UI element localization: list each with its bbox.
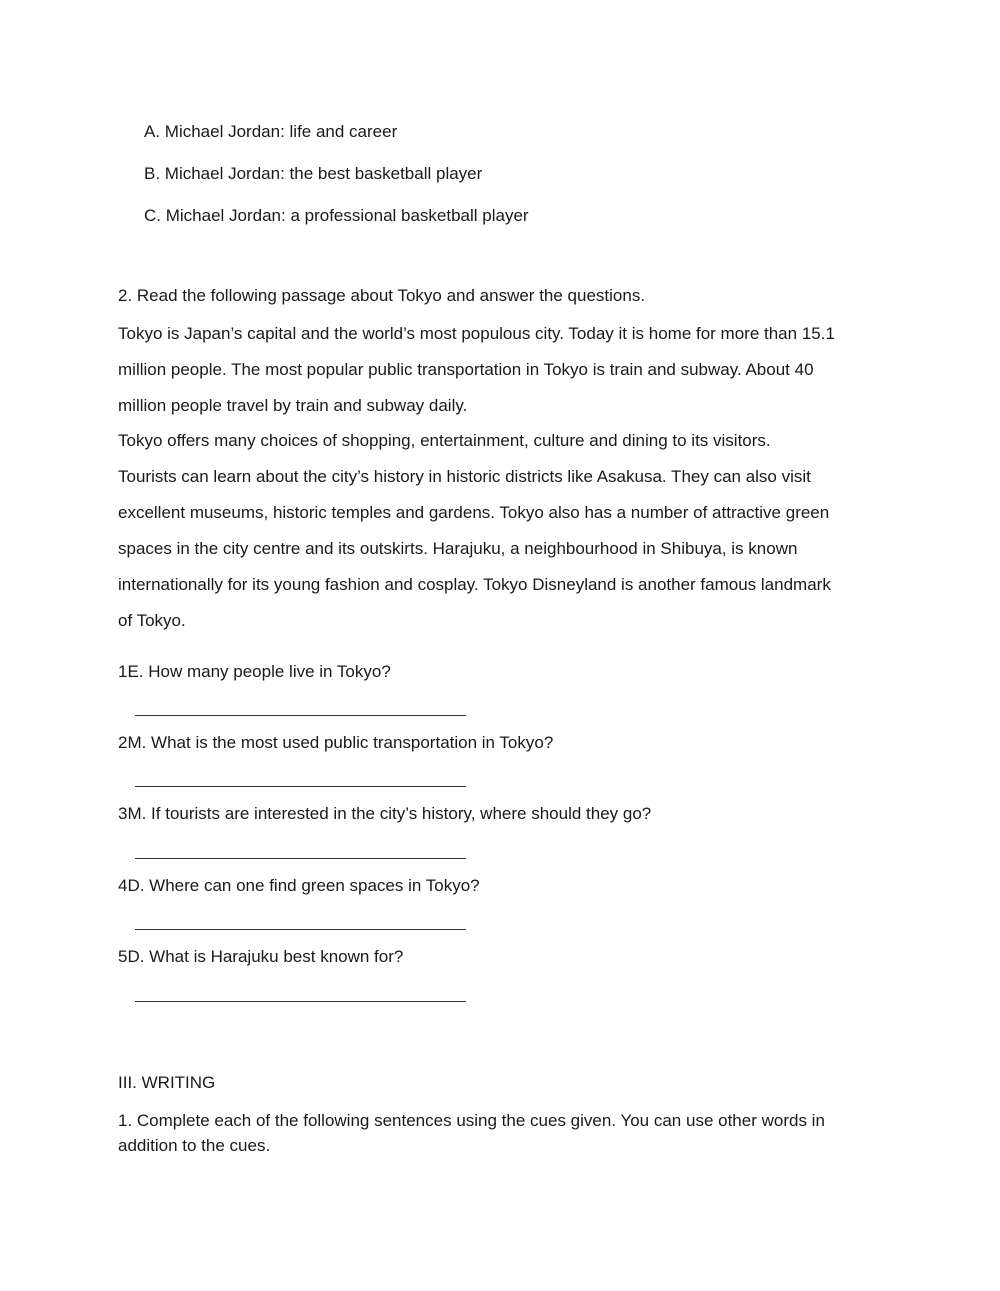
reading-instruction: 2. Read the following passage about Tokyo and answer the questions.: [118, 286, 646, 305]
option-c: C. Michael Jordan: a professional basketball player: [144, 206, 529, 225]
writing-instruction-line: addition to the cues.: [118, 1136, 271, 1155]
writing-heading: III. WRITING: [118, 1073, 216, 1092]
option-b: B. Michael Jordan: the best basketball player: [144, 164, 483, 183]
question-4: 4D. Where can one find green spaces in Tokyo?: [118, 876, 480, 895]
answer-line-3[interactable]: [135, 858, 466, 859]
passage-line: Tourists can learn about the city’s history in historic districts like Asakusa. They can also visit: [118, 467, 811, 486]
passage-line: of Tokyo.: [118, 611, 186, 630]
passage-line: Tokyo is Japan’s capital and the world’s most populous city. Today it is home for more than 15.1: [118, 324, 835, 343]
answer-line-2[interactable]: [135, 786, 466, 787]
question-2: 2M. What is the most used public transportation in Tokyo?: [118, 733, 554, 752]
passage-line: Tokyo offers many choices of shopping, entertainment, culture and dining to its visitors.: [118, 431, 771, 450]
writing-instruction-line: 1. Complete each of the following sentences using the cues given. You can use other words in: [118, 1111, 825, 1130]
question-5: 5D. What is Harajuku best known for?: [118, 947, 404, 966]
question-3: 3M. If tourists are interested in the city’s history, where should they go?: [118, 804, 652, 823]
passage-line: million people. The most popular public transportation in Tokyo is train and subway. About 40: [118, 360, 814, 379]
answer-line-5[interactable]: [135, 1001, 466, 1002]
answer-line-1[interactable]: [135, 715, 466, 716]
option-a: A. Michael Jordan: life and career: [144, 122, 398, 141]
answer-line-4[interactable]: [135, 929, 466, 930]
question-1: 1E. How many people live in Tokyo?: [118, 662, 391, 681]
passage-line: excellent museums, historic temples and gardens. Tokyo also has a number of attractive green: [118, 503, 830, 522]
passage-line: million people travel by train and subway daily.: [118, 396, 468, 415]
passage-line: internationally for its young fashion and cosplay. Tokyo Disneyland is another famous landmark: [118, 575, 831, 594]
passage-line: spaces in the city centre and its outskirts. Harajuku, a neighbourhood in Shibuya, is known: [118, 539, 798, 558]
